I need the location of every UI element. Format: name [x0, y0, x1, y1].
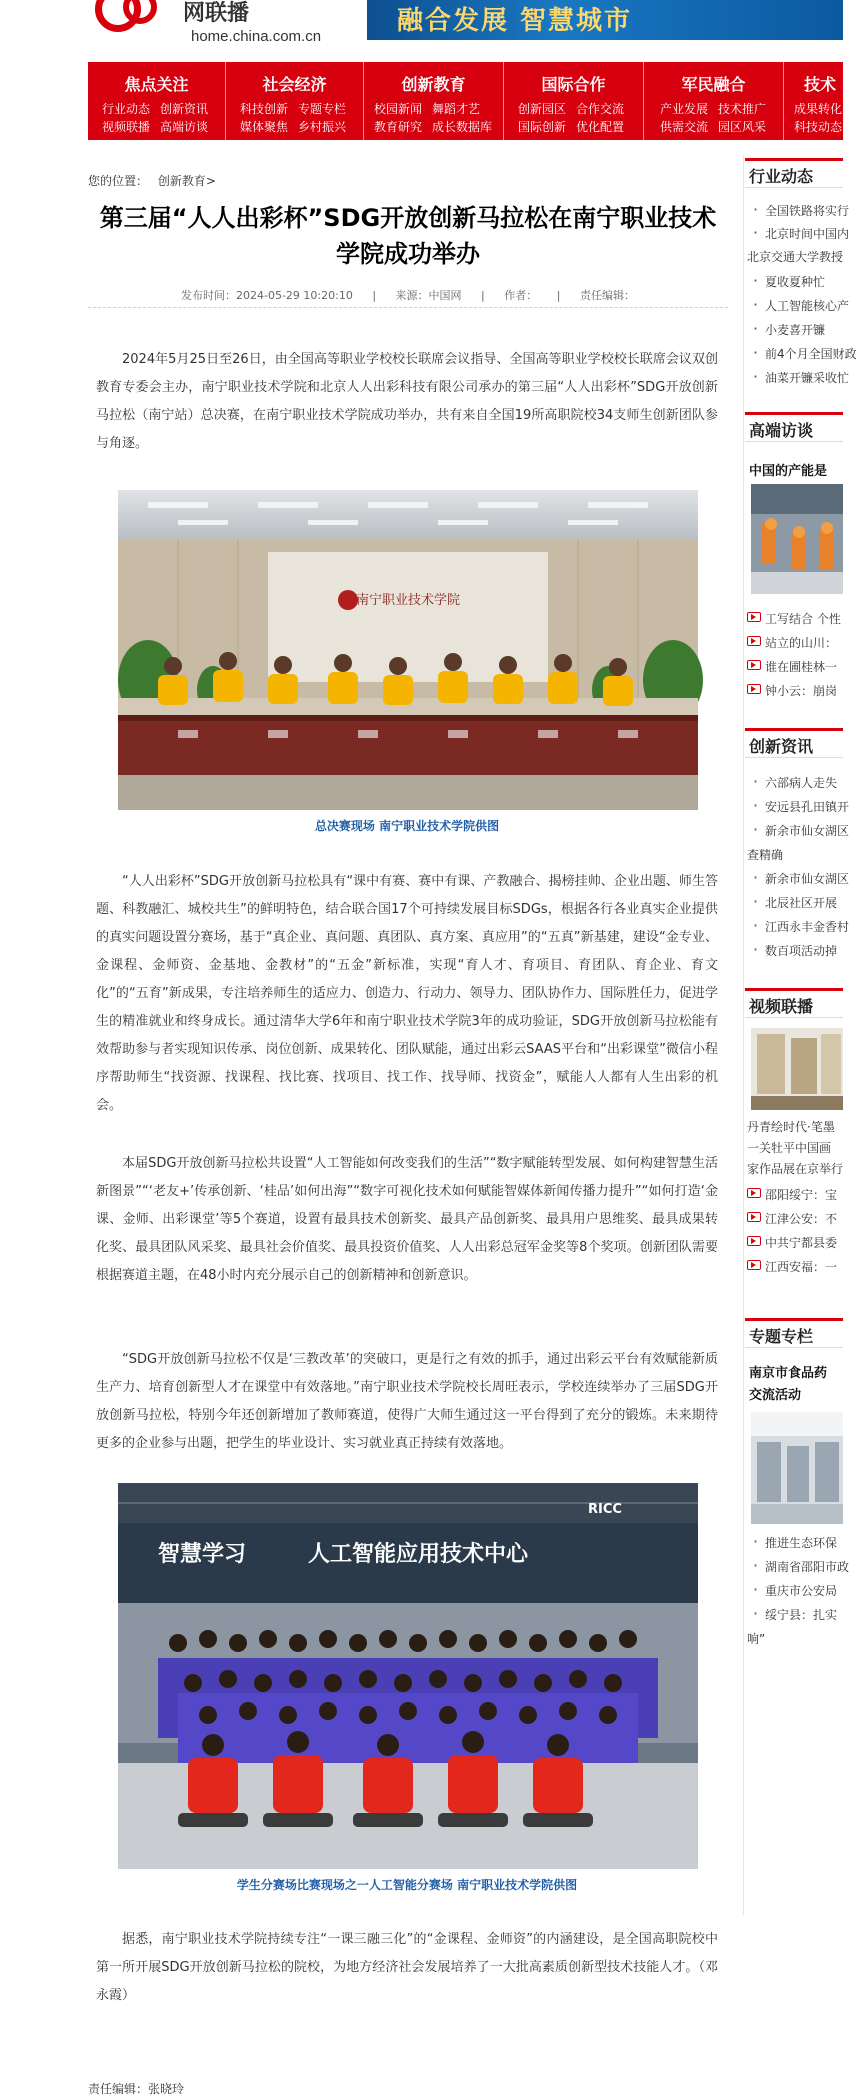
sidebar-video-caption[interactable]: 家作品展在京举行 [747, 1162, 844, 1176]
sidebar-news-link[interactable]: · 小麦喜开镰 [765, 321, 825, 338]
video-play-icon [747, 1260, 761, 1270]
sidebar-news-link[interactable]: · 北辰社区开展 [765, 894, 837, 911]
site-logo[interactable] [95, 0, 322, 52]
sidebar-section-title[interactable]: 视频联播 [749, 997, 814, 1016]
nav-link[interactable]: 舞蹈才艺 [432, 102, 481, 116]
photo-final-stage-image [118, 490, 698, 810]
sidebar-news-link[interactable]: · 六部病人走失 [765, 774, 837, 791]
sidebar-video-thumb[interactable] [751, 1028, 843, 1110]
sidebar-section-title[interactable]: 高端访谈 [749, 421, 814, 440]
sidebar-news-link[interactable]: · 湖南省邵阳市政 [765, 1558, 849, 1575]
sidebar-news-link[interactable]: · 前4个月全国财政 [765, 345, 857, 362]
nav-link[interactable]: 创新园区 [518, 102, 567, 116]
nav-group-title[interactable]: 焦点关注 [124, 75, 189, 94]
sidebar-news-link[interactable]: · 安远县孔田镇开 [765, 798, 849, 815]
sidebar-industry [745, 158, 857, 398]
video-play-icon [747, 684, 761, 694]
publish-time: 发布时间：2024-05-29 10:20:10 [181, 289, 353, 302]
sidebar-video-caption[interactable]: 丹青绘时代·笔墨 [747, 1120, 835, 1134]
sidebar-divider [743, 155, 744, 1915]
sidebar-section-header [745, 412, 843, 442]
photo-final-stage [118, 490, 698, 810]
sidebar-news-link[interactable]: · 全国铁路将实行 [765, 202, 849, 219]
article-paragraph-1: 2024年5月25日至26日，由全国高等职业学校校长联席会议指导、全国高等职业学校校长联席会议双创教育专委会主办，南宁职业技术学院和北京人人出彩科技有限公司承办的第三届“人人出彩杯”SDG开放创新马拉松（南宁站）总决赛，在南宁职业技术学院成功举办，共有来自全国19所高职院校34支师生创新团队参与角逐。 [96, 352, 718, 451]
nav-link[interactable]: 成长数据库 [432, 120, 493, 134]
sidebar-innovation [745, 728, 850, 968]
nav-link[interactable]: 科技动态 [794, 120, 843, 134]
nav-link[interactable]: 成果转化 [794, 102, 843, 116]
sidebar-news-link[interactable]: · 重庆市公安局 [765, 1582, 837, 1599]
nav-link[interactable]: 合作交流 [576, 102, 625, 116]
video-play-icon [747, 612, 761, 622]
photo-wall-text: 南宁职业技术学院 [355, 593, 461, 608]
nav-group-military [644, 62, 784, 140]
breadcrumb-link[interactable]: 创新教育> [157, 174, 216, 188]
nav-link[interactable]: 科技创新 [240, 102, 289, 116]
main-nav [88, 62, 843, 140]
sidebar-news-link[interactable]: 北京交通大学教授 [747, 250, 844, 264]
nav-link[interactable]: 技术推广 [718, 102, 767, 116]
photo-ai-venue [118, 1483, 698, 1869]
sidebar-news-link[interactable]: · 油菜开镰采收忙 [765, 369, 849, 386]
video-play-icon [747, 636, 761, 646]
nav-link[interactable]: 优化配置 [576, 120, 625, 134]
photo-caption-2: 学生分赛场比赛现场之一人工智能分赛场 南宁职业技术学院供图 [236, 1878, 578, 1892]
lab-thumb-image [751, 1412, 843, 1524]
sidebar-video-link[interactable]: 站立的山川： [765, 634, 837, 651]
sidebar-video [745, 988, 843, 1298]
editor-note: 责任编辑：张晓玲 [88, 2082, 185, 2096]
article-editor: 责任编辑： [579, 289, 635, 302]
sidebar-video-link[interactable]: 工写结合 个性 [765, 610, 841, 627]
nav-group-international [504, 62, 644, 140]
breadcrumb-label: 您的位置： [88, 174, 149, 188]
sidebar-video-link[interactable]: 钟小云：崩岗 [765, 682, 837, 699]
video-play-icon [747, 1212, 761, 1222]
photo-ai-venue-image [118, 1483, 698, 1869]
sidebar-headline[interactable]: 交流活动 [749, 1388, 802, 1403]
nav-group-title[interactable]: 国际合作 [541, 75, 606, 94]
meta-separator: | [372, 289, 377, 302]
top-banner-ad[interactable] [367, 0, 843, 40]
nav-link[interactable]: 创新资讯 [160, 102, 209, 116]
nav-link[interactable]: 乡村振兴 [298, 120, 347, 134]
sidebar-news-link[interactable]: · 新余市仙女湖区 [765, 870, 849, 887]
sidebar-section-header [745, 988, 843, 1018]
sidebar-interview-thumb[interactable] [751, 484, 843, 594]
video-play-icon [747, 660, 761, 670]
nav-group-education [364, 62, 504, 140]
nav-link[interactable]: 产业发展 [660, 102, 709, 116]
article-meta [88, 287, 728, 303]
sidebar-video-link[interactable]: 江西安福：一 [765, 1258, 837, 1275]
nav-group-tech [784, 62, 843, 140]
nav-link[interactable]: 行业动态 [102, 102, 151, 116]
article-source: 来源：中国网 [395, 289, 462, 302]
sidebar-interview [745, 412, 843, 712]
video-play-icon [747, 1188, 761, 1198]
sidebar-section-title[interactable]: 专题专栏 [749, 1327, 814, 1346]
nav-link[interactable]: 高端访谈 [160, 120, 209, 134]
sidebar-section-header [745, 158, 843, 188]
sidebar-headline[interactable]: 中国的产能是 [749, 464, 828, 479]
article-paragraph-5: 据悉，南宁职业技术学院持续专注“一课三融三化”的“金课程、金师资”的内涵建设，是全国高职院校中第一所开展SDG开放创新马拉松的院校，为地方经济社会发展培养了一大批高素质创新型技术技能人才。（邓永霞） [96, 1932, 718, 2003]
sidebar-section-title[interactable]: 创新资讯 [749, 737, 814, 756]
nav-link[interactable]: 媒体聚焦 [240, 120, 289, 134]
nav-link[interactable]: 专题专栏 [298, 102, 347, 116]
article-paragraph-2: “人人出彩杯”SDG开放创新马拉松具有“课中有赛、赛中有课、产教融合、揭榜挂帅、企业出题、师生答题、科教融汇、城校共生”的鲜明特色，结合联合国17个可持续发展目标SDGs，根据各行各业真实企业提供的真实问题设置分赛场，基于“真企业、真问题、真团队、真方案、真应用”的“五真”新基建，建设“金专业、金课程、金师资、金基地、金教材”的“五金”新标准，实现“育人才、育项目、育团队、育企业、育文化”的“五育”新成果，专注培养师生的适应力、创造力、行动力、领导力、团队协作力、国际胜任力，促进学生的精准就业和终身成长。通过清华大学6年和南宁职业技术学院3年的成功验证，SDG开放创新马拉松能有效帮助参与者实现知识传承、岗位创新、成果转化、团队赋能，通过出彩云SAAS平台和“出彩课堂”微信小程序帮助师生“找资源、找课程、找比赛、找项目、找工作、找导师、找资金”，赋能人人都有人生出彩的机会。 [96, 874, 718, 1113]
sidebar-video-link[interactable]: 谁在圃桂林一 [765, 658, 837, 675]
nav-link[interactable]: 教育研究 [374, 120, 423, 134]
painting-thumb-image [751, 1028, 843, 1110]
factory-thumb-image [751, 484, 843, 594]
sidebar-video-link[interactable]: 江津公安：不 [765, 1210, 837, 1227]
nav-link[interactable]: 国际创新 [518, 120, 567, 134]
sidebar-section-title[interactable]: 行业动态 [749, 167, 814, 186]
sidebar-news-link[interactable]: 查精确 [747, 848, 784, 862]
photo-sign-right: 人工智能应用技术中心 [308, 1542, 529, 1567]
article-author: 作者： [504, 289, 538, 302]
sidebar-news-link-continued[interactable]: 响” [747, 1632, 766, 1646]
nav-group-title[interactable]: 军民融合 [681, 75, 746, 94]
sidebar-news-link[interactable]: · 人工智能核心产 [765, 297, 849, 314]
sidebar-video-link[interactable]: 中共宁都县委 [765, 1234, 837, 1251]
nav-group-focus [88, 62, 226, 140]
nav-group-economy [226, 62, 364, 140]
meta-separator: | [481, 289, 485, 302]
sidebar-video-link[interactable]: 邵阳绥宁：宝 [765, 1186, 837, 1203]
meta-separator: | [556, 289, 561, 302]
sidebar-news-link[interactable]: · 推进生态环保 [765, 1534, 837, 1551]
title-divider [88, 307, 728, 308]
nav-link[interactable]: 园区风采 [718, 120, 767, 134]
banner-title: 融合发展 智慧城市 [397, 6, 633, 36]
nav-group-title[interactable]: 技术 [804, 75, 837, 94]
sidebar-news-link[interactable]: · 江西永丰金香村 [765, 918, 849, 935]
photo-caption-1: 总决赛现场 南宁职业技术学院供图 [314, 819, 500, 833]
nav-link[interactable]: 供需交流 [660, 120, 709, 134]
article-paragraph-3: 本届SDG开放创新马拉松共设置“人工智能如何改变我们的生活”“数字赋能转型发展、如何构建智慧生活新图景”“‘老友+’传承创新、‘桂品’如何出海”“数字可视化技术如何赋能智媒体新闻传播力提升”“如何打造‘金课、金师、出彩课堂’等5个赛道，设置有最具技术创新奖、最具产品创新奖、最具用户思维奖、最具成果转化奖、最具团队风采奖、最具社会价值奖、最具投资价值奖、人人出彩总冠军金奖等8个奖项。创新团队需要根据赛道主题，在48小时内充分展示自己的创新精神和创新意识。 [96, 1156, 718, 1283]
sidebar-section-header [745, 1318, 843, 1348]
logo-url: home.china.com.cn [191, 28, 322, 45]
video-play-icon [747, 1236, 761, 1246]
sidebar-section-header [745, 728, 843, 758]
sidebar-news-link[interactable]: · 夏收夏种忙 [765, 273, 825, 290]
logo-text: 网联播 [183, 1, 250, 26]
photo-logo-text: RICC [588, 1502, 622, 1517]
sidebar-topics-thumb[interactable] [751, 1412, 843, 1524]
nav-group-title[interactable]: 创新教育 [401, 75, 466, 94]
sidebar-news-link[interactable]: · 绥宁县：扎实 [765, 1606, 837, 1623]
sidebar-news-link[interactable]: · 北京时间中国内 [765, 225, 849, 242]
sidebar-news-link[interactable]: · 新余市仙女湖区 [765, 822, 849, 839]
sidebar-headline[interactable]: 南京市食品药 [749, 1366, 828, 1381]
article-title: 第三届“人人出彩杯”SDG开放创新马拉松在南宁职业技术学院成功举办 [99, 204, 717, 268]
breadcrumb [88, 172, 216, 189]
sidebar-video-caption[interactable]: 一关牡平中国画 [747, 1141, 832, 1155]
photo-sign-left: 智慧学习 [158, 1542, 247, 1567]
sidebar-topics [745, 1318, 850, 1658]
article-paragraph-4: “SDG开放创新马拉松不仅是‘三教改革’的突破口，更是行之有效的抓手，通过出彩云平台有效赋能新质生产力、培育创新型人才在课堂中有效落地。”南宁职业技术学院校长周旺表示，学校连续举办了三届SDG开放创新马拉松，特别今年还创新增加了教师赛道，使得广大师生通过这一平台得到了充分的锻炼。未来期待更多的企业参与出题，把学生的毕业设计、实习就业真正持续有效落地。 [96, 1352, 718, 1451]
nav-link[interactable]: 视频联播 [102, 120, 151, 134]
nav-link[interactable]: 校园新闻 [374, 102, 423, 116]
nav-group-title[interactable]: 社会经济 [262, 75, 327, 94]
sidebar-news-link[interactable]: · 数百项活动掉 [765, 942, 837, 959]
